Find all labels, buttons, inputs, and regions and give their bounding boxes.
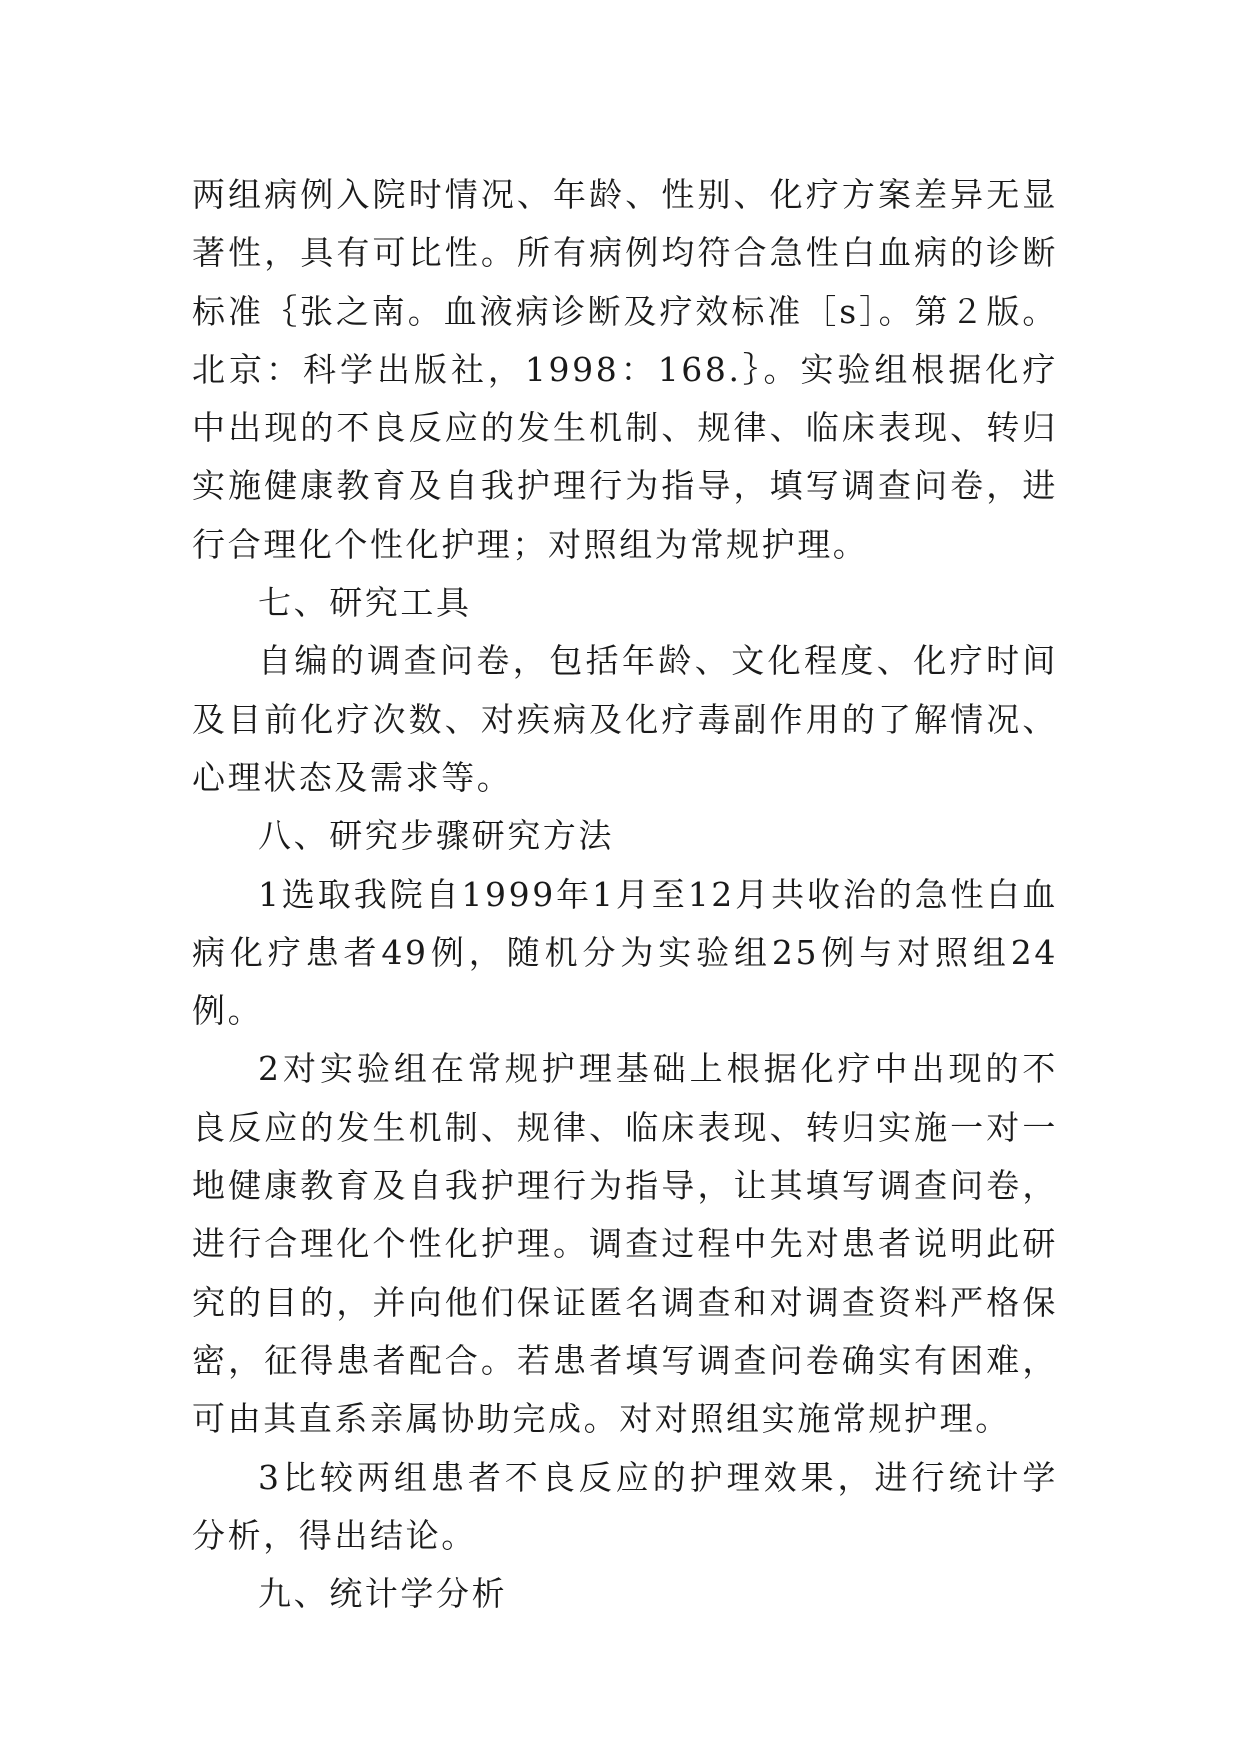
paragraph-continuation: 两组病例入院时情况、年龄、性别、化疗方案差异无显著性，具有可比性。所有病例均符合急性白血病的诊断标准｛张之南。血液病诊断及疗效标准［s］。第２版。北京：科学出版社，1998：168.｝。实验组根据化疗中出现的不良反应的发生机制、规律、临床表现、转归实施健康教育及自我护理行为指导，填写调查问卷，进行合理化个性化护理；对照组为常规护理。 [192, 175, 1058, 564]
paragraph-step-2: 2对实验组在常规护理基础上根据化疗中出现的不良反应的发生机制、规律、临床表现、转归实施一对一地健康教育及自我护理行为指导，让其填写调查问卷，进行合理化个性化护理。调查过程中先对患者说明此研究的目的，并向他们保证匿名调查和对调查资料严格保密，征得患者配合。若患者填写调查问卷确实有困难，可由其直系亲属协助完成。对对照组实施常规护理。 [192, 1049, 1058, 1439]
document-body [192, 166, 1058, 1623]
section-heading-research-steps: 八、研究步骤研究方法 [258, 816, 614, 856]
paragraph-step-1: 1选取我院自1999年1月至12月共收治的急性白血病化疗患者49例，随机分为实验组25例与对照组24例。 [192, 874, 1058, 1031]
paragraph-step-3: 3比较两组患者不良反应的护理效果，进行统计学分析，得出结论。 [192, 1457, 1058, 1555]
section-heading-research-tools: 七、研究工具 [258, 583, 472, 623]
section-heading-statistics: 九、统计学分析 [258, 1574, 508, 1614]
paragraph-research-tools: 自编的调查问卷，包括年龄、文化程度、化疗时间及目前化疗次数、对疾病及化疗毒副作用的了解情况、心理状态及需求等。 [192, 641, 1058, 797]
